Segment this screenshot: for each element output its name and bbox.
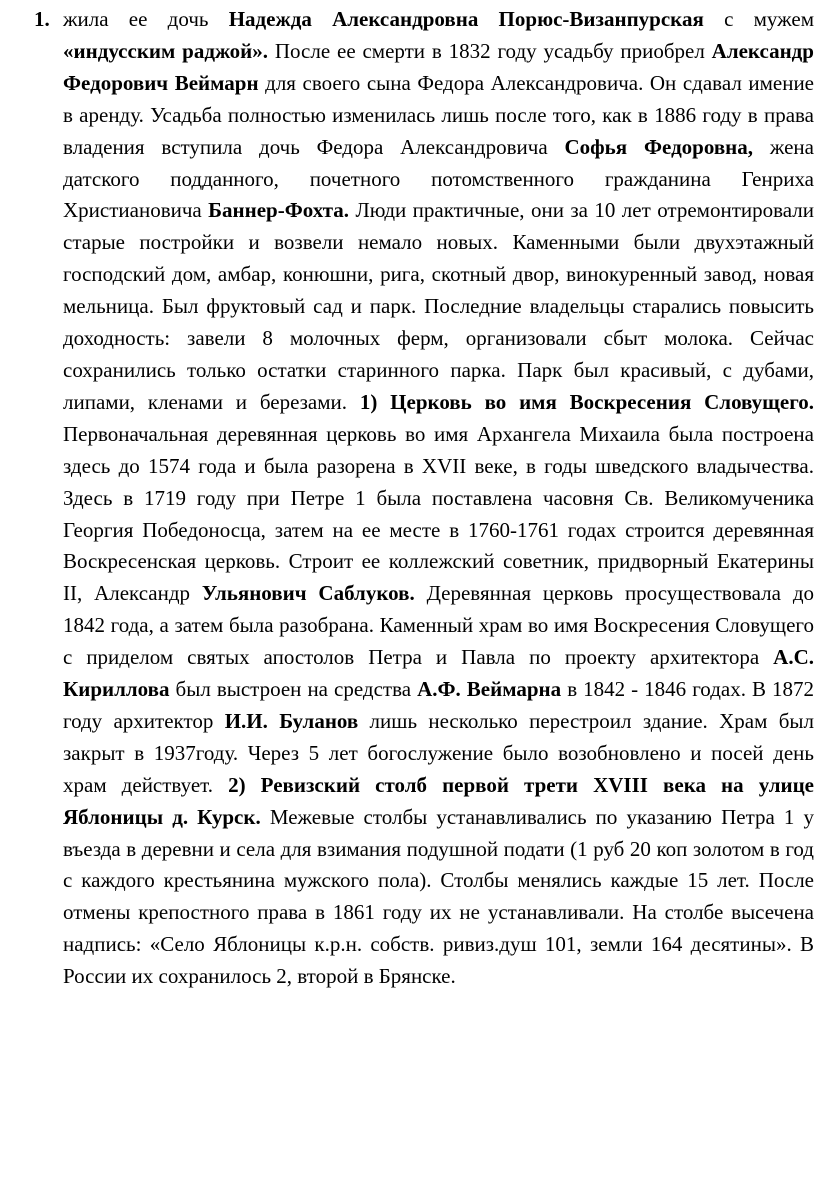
text-segment: После ее смерти в 1832 году усадьбу приобрел [268,38,712,63]
text-segment: жена датского подданного, почетного потомственного гражданина Генриха Христиановича [63,134,814,223]
bold-name: Баннер-Фохта. [208,198,350,223]
section-heading-church: 1) Церковь во имя Воскресения Словущего. [359,389,814,414]
bold-name: А.С. Кириллова [63,645,814,702]
text-segment: лишь несколько перестроил здание. Храм был закрыт в 1937году. Через 5 лет богослужение было возобновлено и посей день храм действует. [63,708,814,797]
text-segment: Деревянная церковь просуществовала до 1842 года, а затем была разобрана. Каменный храм во имя Воскресения Словущего с приделом святых апостолов Петра и Павла по проекту архитектора [63,581,815,670]
text-segment: жила ее дочь [63,7,229,31]
bold-name: И.И. Буланов [224,708,359,733]
bold-phrase: «индусским раджой». [63,38,269,63]
bold-name: Ульянович Саблуков. [201,581,415,606]
text-segment: с мужем [703,7,814,31]
bold-name: А.Ф. Веймарна [417,677,562,702]
section-heading-pillar: 2) Ревизский столб первой трети XVIII века на улице Яблоницы д. Курск. [63,772,815,829]
text-segment: Люди практичные, они за 10 лет отремонтировали старые постройки и возвели немало новых. Каменными были двухэтажный господский дом, амбар, конюшни, рига, скотный двор, винокуренный завод, новая мельница. Был фруктовый сад и парк. Последние владельцы старались повысить доходность: завели 8 молочных ферм, организовали сбыт молока. Сейчас сохранились только остатки старинного парка. Парк был красивый, с дубами, липами, кленами и березами. [63,198,814,414]
text-segment: в 1842 - 1846 годах. В 1872 году архитектор [63,677,815,733]
bold-name: Надежда Александровна Порюс-Визанпурская [228,7,704,31]
body-paragraph [63,4,814,993]
bold-name: Александр Федорович Веймарн [63,38,814,95]
text-segment: для своего сына Федора Александровича. Он сдавал имение в аренду. Усадьба полностью изменилась лишь после того, как в 1886 году в права владения вступила дочь Федора Александровича [63,70,815,159]
text-segment: Межевые столбы устанавливались по указанию Петра 1 у въезда в деревни и села для взимания подушной подати (1 руб 20 коп золотом в год с каждого крестьянина мужского пола). Столбы менялись каждые 15 лет. После отмены крепостного права в 1861 году их не устанавливали. На столбе высечена надпись: «Село Яблоницы к.р.н. собств. ривиз.душ 101, земли 164 десятины». В России их сохранилось 2, второй в Брянске. [63,804,814,989]
text-segment: Первоначальная деревянная церковь во имя Архангела Михаила была построена здесь до 1574 года и была разорена в XVII веке, в годы шведского владычества. Здесь в 1719 году при Петре 1 была поставлена часовня Св. Великомученика Георгия Победоносца, затем на ее месте в 1760-1761 годах строится деревянная Воскресенская церковь. Строит ее коллежский советник, придворный Екатерины II, Александр [63,421,814,606]
text-segment: был выстроен на средства [169,677,418,702]
list-number: 1. [34,7,50,31]
bold-name: Софья Федоровна, [564,134,754,159]
